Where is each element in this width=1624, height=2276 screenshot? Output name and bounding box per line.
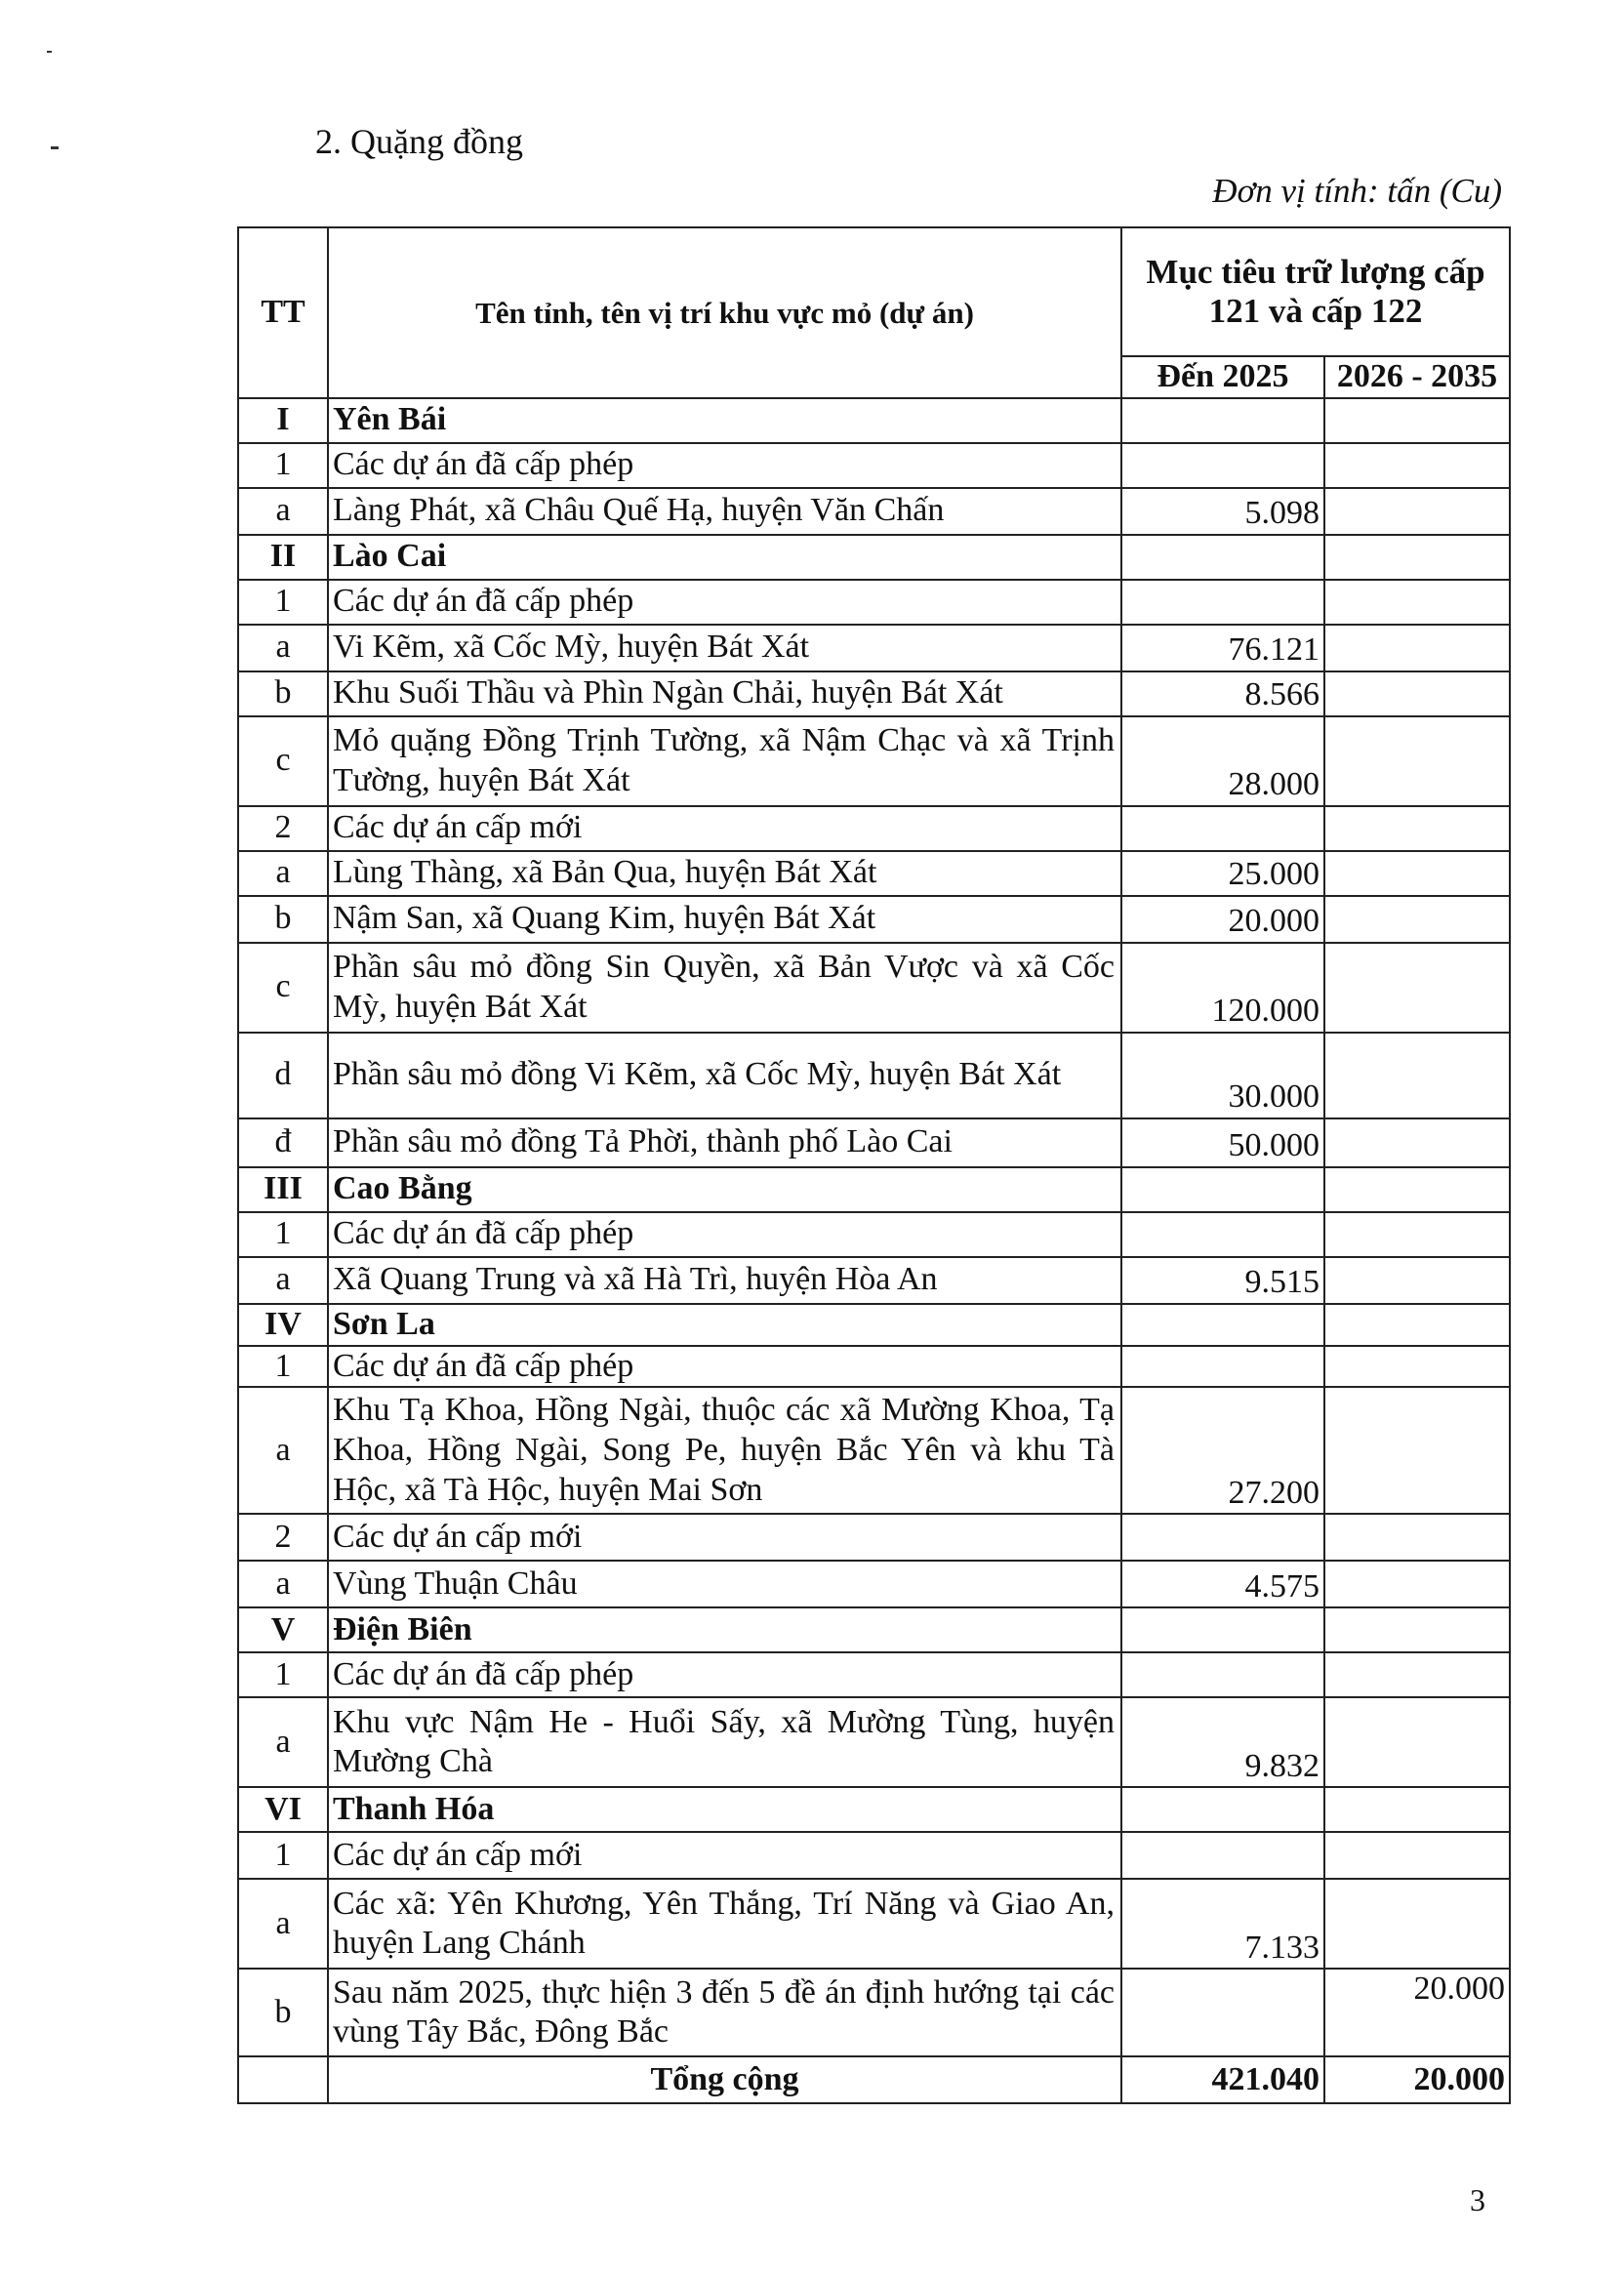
row-index: a <box>238 1697 328 1787</box>
table-row <box>238 943 1510 1033</box>
row-index: VI <box>238 1787 328 1832</box>
table-row <box>238 806 1510 851</box>
table-row <box>238 1969 1510 2056</box>
row-index: 1 <box>238 1212 328 1257</box>
total-value-2025: 421.040 <box>1121 2056 1324 2103</box>
row-index: a <box>238 1257 328 1304</box>
row-index: đ <box>238 1118 328 1167</box>
row-value-2026-2035 <box>1324 535 1510 580</box>
row-value-2025 <box>1121 398 1324 443</box>
table-row <box>238 1346 1510 1388</box>
row-index: I <box>238 398 328 443</box>
row-index: b <box>238 896 328 943</box>
table-row <box>238 535 1510 580</box>
header-name: Tên tỉnh, tên vị trí khu vực mỏ (dự án) <box>328 227 1121 398</box>
row-name: Các dự án đã cấp phép <box>328 1346 1121 1388</box>
row-name: Xã Quang Trung và xã Hà Trì, huyện Hòa An <box>328 1257 1121 1304</box>
row-value-2026-2035 <box>1324 488 1510 535</box>
row-value-2025 <box>1121 1514 1324 1561</box>
row-name: Phần sâu mỏ đồng Tả Phời, thành phố Lào Cai <box>328 1118 1121 1167</box>
scan-mark <box>47 51 52 53</box>
row-value-2025: 7.133 <box>1121 1879 1324 1969</box>
row-name: Điện Biên <box>328 1607 1121 1652</box>
row-value-2026-2035 <box>1324 580 1510 625</box>
row-index: 2 <box>238 806 328 851</box>
table-row <box>238 1561 1510 1607</box>
row-name: Sau năm 2025, thực hiện 3 đến 5 đề án định hướng tại các vùng Tây Bắc, Đông Bắc <box>328 1969 1121 2056</box>
table-row <box>238 851 1510 896</box>
row-value-2025: 9.515 <box>1121 1257 1324 1304</box>
row-name: Cao Bằng <box>328 1167 1121 1212</box>
row-value-2026-2035 <box>1324 1652 1510 1697</box>
row-value-2025: 120.000 <box>1121 943 1324 1033</box>
row-value-2026-2035 <box>1324 625 1510 671</box>
row-name: Yên Bái <box>328 398 1121 443</box>
row-value-2025 <box>1121 1304 1324 1346</box>
row-value-2025 <box>1121 1607 1324 1652</box>
section-heading: 2. Quặng đồng <box>315 122 523 161</box>
row-value-2025: 28.000 <box>1121 716 1324 806</box>
row-value-2025 <box>1121 1832 1324 1879</box>
row-name: Mỏ quặng Đồng Trịnh Tường, xã Nậm Chạc và xã Trịnh Tường, huyện Bát Xát <box>328 716 1121 806</box>
table-row <box>238 1257 1510 1304</box>
row-value-2025 <box>1121 580 1324 625</box>
table-row <box>238 1832 1510 1879</box>
row-value-2026-2035 <box>1324 896 1510 943</box>
table-row <box>238 1033 1510 1118</box>
table-row <box>238 625 1510 671</box>
row-name: Các dự án cấp mới <box>328 1514 1121 1561</box>
row-value-2025: 9.832 <box>1121 1697 1324 1787</box>
row-name: Các dự án cấp mới <box>328 1832 1121 1879</box>
row-value-2025 <box>1121 1167 1324 1212</box>
row-name: Thanh Hóa <box>328 1787 1121 1832</box>
row-value-2026-2035 <box>1324 1167 1510 1212</box>
row-value-2025 <box>1121 443 1324 488</box>
row-name: Vi Kẽm, xã Cốc Mỳ, huyện Bát Xát <box>328 625 1121 671</box>
row-value-2026-2035 <box>1324 1607 1510 1652</box>
row-index: V <box>238 1607 328 1652</box>
header-period-2026-2035: 2026 - 2035 <box>1324 356 1510 398</box>
row-value-2026-2035 <box>1324 671 1510 716</box>
row-value-2026-2035 <box>1324 806 1510 851</box>
header-period-2025: Đến 2025 <box>1121 356 1324 398</box>
row-index: a <box>238 488 328 535</box>
header-tt: TT <box>238 227 328 398</box>
row-value-2026-2035: 20.000 <box>1324 1969 1510 2056</box>
row-name: Phần sâu mỏ đồng Sin Quyền, xã Bản Vược và xã Cốc Mỳ, huyện Bát Xát <box>328 943 1121 1033</box>
row-name: Lào Cai <box>328 535 1121 580</box>
total-label: Tổng cộng <box>328 2056 1121 2103</box>
copper-ore-reserves-table <box>237 226 1511 2104</box>
row-index: c <box>238 716 328 806</box>
row-name: Nậm San, xã Quang Kim, huyện Bát Xát <box>328 896 1121 943</box>
row-index: a <box>238 1387 328 1514</box>
row-value-2026-2035 <box>1324 1514 1510 1561</box>
row-index: b <box>238 671 328 716</box>
table-row <box>238 1304 1510 1346</box>
row-index: a <box>238 1561 328 1607</box>
table-row <box>238 1879 1510 1969</box>
row-index: II <box>238 535 328 580</box>
row-value-2026-2035 <box>1324 716 1510 806</box>
row-value-2026-2035 <box>1324 1387 1510 1514</box>
row-value-2025: 76.121 <box>1121 625 1324 671</box>
row-value-2026-2035 <box>1324 443 1510 488</box>
row-index: b <box>238 1969 328 2056</box>
row-name: Khu vực Nậm He - Huổi Sấy, xã Mường Tùng, huyện Mường Chà <box>328 1697 1121 1787</box>
row-value-2026-2035 <box>1324 1832 1510 1879</box>
row-value-2025: 27.200 <box>1121 1387 1324 1514</box>
table-row <box>238 488 1510 535</box>
row-value-2025 <box>1121 806 1324 851</box>
row-value-2026-2035 <box>1324 1257 1510 1304</box>
row-index: 1 <box>238 1832 328 1879</box>
scan-mark <box>51 146 59 149</box>
row-value-2025: 4.575 <box>1121 1561 1324 1607</box>
table-row <box>238 1387 1510 1514</box>
row-name: Các dự án đã cấp phép <box>328 443 1121 488</box>
header-target: Mục tiêu trữ lượng cấp 121 và cấp 122 <box>1121 227 1510 356</box>
row-index: 1 <box>238 443 328 488</box>
row-value-2025 <box>1121 1212 1324 1257</box>
unit-note: Đơn vị tính: tấn (Cu) <box>1212 172 1502 210</box>
row-value-2025: 5.098 <box>1121 488 1324 535</box>
row-name: Lùng Thàng, xã Bản Qua, huyện Bát Xát <box>328 851 1121 896</box>
row-index: III <box>238 1167 328 1212</box>
row-value-2026-2035 <box>1324 943 1510 1033</box>
row-value-2025: 8.566 <box>1121 671 1324 716</box>
total-value-2026-2035: 20.000 <box>1324 2056 1510 2103</box>
table-row <box>238 580 1510 625</box>
row-value-2026-2035 <box>1324 398 1510 443</box>
total-empty <box>238 2056 328 2103</box>
row-index: 1 <box>238 1652 328 1697</box>
table-row <box>238 896 1510 943</box>
table-row <box>238 398 1510 443</box>
page-number: 3 <box>1470 2182 1485 2217</box>
row-name: Các xã: Yên Khương, Yên Thắng, Trí Năng và Giao An, huyện Lang Chánh <box>328 1879 1121 1969</box>
table-row <box>238 1212 1510 1257</box>
row-index: a <box>238 1879 328 1969</box>
table-row <box>238 1787 1510 1832</box>
row-name: Phần sâu mỏ đồng Vi Kẽm, xã Cốc Mỳ, huyện Bát Xát <box>328 1033 1121 1118</box>
row-value-2026-2035 <box>1324 1212 1510 1257</box>
row-value-2025 <box>1121 1346 1324 1388</box>
row-value-2026-2035 <box>1324 851 1510 896</box>
row-name: Khu Tạ Khoa, Hồng Ngài, thuộc các xã Mường Khoa, Tạ Khoa, Hồng Ngài, Song Pe, huyện Bắc Yên và khu Tà Hộc, xã Tà Hộc, huyện Mai Sơn <box>328 1387 1121 1514</box>
table-row <box>238 1167 1510 1212</box>
table-row <box>238 443 1510 488</box>
table-row <box>238 1607 1510 1652</box>
row-value-2026-2035 <box>1324 1118 1510 1167</box>
row-name: Các dự án đã cấp phép <box>328 580 1121 625</box>
total-row <box>238 2056 1510 2103</box>
row-name: Các dự án cấp mới <box>328 806 1121 851</box>
row-value-2026-2035 <box>1324 1304 1510 1346</box>
row-value-2025: 20.000 <box>1121 896 1324 943</box>
row-value-2026-2035 <box>1324 1561 1510 1607</box>
row-name: Các dự án đã cấp phép <box>328 1212 1121 1257</box>
row-index: a <box>238 851 328 896</box>
row-index: IV <box>238 1304 328 1346</box>
row-value-2026-2035 <box>1324 1787 1510 1832</box>
row-value-2026-2035 <box>1324 1697 1510 1787</box>
table-row <box>238 1118 1510 1167</box>
table-row <box>238 1697 1510 1787</box>
row-name: Khu Suối Thầu và Phìn Ngàn Chải, huyện Bát Xát <box>328 671 1121 716</box>
row-value-2025 <box>1121 1787 1324 1832</box>
row-index: c <box>238 943 328 1033</box>
row-value-2025: 30.000 <box>1121 1033 1324 1118</box>
row-index: a <box>238 625 328 671</box>
row-index: 1 <box>238 580 328 625</box>
row-name: Sơn La <box>328 1304 1121 1346</box>
row-value-2025: 25.000 <box>1121 851 1324 896</box>
row-name: Các dự án đã cấp phép <box>328 1652 1121 1697</box>
row-value-2026-2035 <box>1324 1879 1510 1969</box>
table-row <box>238 671 1510 716</box>
row-value-2025 <box>1121 535 1324 580</box>
table-row <box>238 1652 1510 1697</box>
table-row <box>238 1514 1510 1561</box>
row-value-2025: 50.000 <box>1121 1118 1324 1167</box>
row-name: Vùng Thuận Châu <box>328 1561 1121 1607</box>
row-value-2025 <box>1121 1969 1324 2056</box>
row-value-2026-2035 <box>1324 1033 1510 1118</box>
row-index: 2 <box>238 1514 328 1561</box>
row-value-2025 <box>1121 1652 1324 1697</box>
row-value-2026-2035 <box>1324 1346 1510 1388</box>
table-row <box>238 716 1510 806</box>
row-index: d <box>238 1033 328 1118</box>
row-index: 1 <box>238 1346 328 1388</box>
row-name: Làng Phát, xã Châu Quế Hạ, huyện Văn Chấn <box>328 488 1121 535</box>
